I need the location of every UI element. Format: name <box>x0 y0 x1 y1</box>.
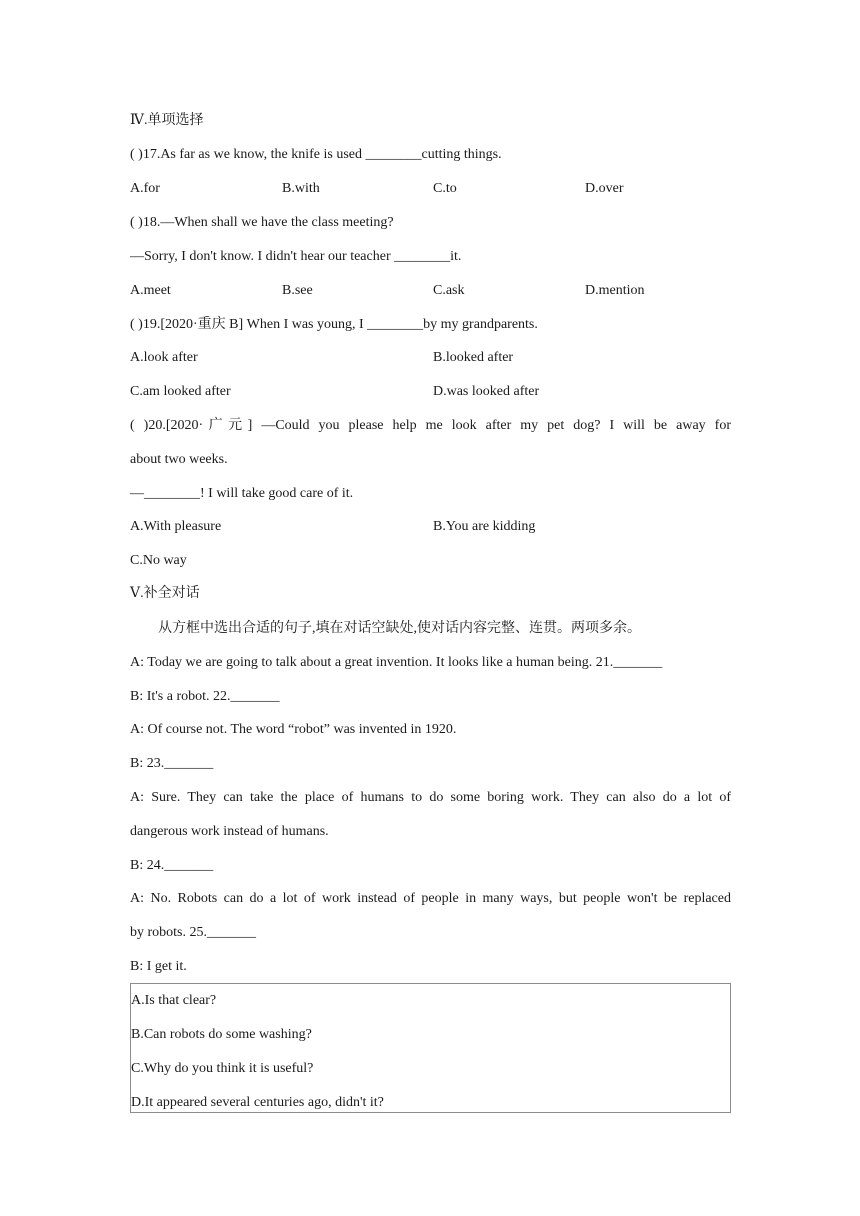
dialogue-line: B: I get it. <box>130 959 187 974</box>
dialogue-line: B: 24._______ <box>130 858 214 873</box>
section-5-heading: Ⅴ.补全对话 <box>130 586 200 601</box>
q19-option-d: D.was looked after <box>433 384 540 399</box>
question-20-stem-cont: about two weeks. <box>130 452 228 467</box>
dialogue-line: B: It's a robot. 22._______ <box>130 689 280 704</box>
section-5-instruction: 从方框中选出合适的句子,填在对话空缺处,使对话内容完整、连贯。两项多余。 <box>158 621 641 636</box>
q19-option-b: B.looked after <box>433 350 514 365</box>
q17-option-b: B.with <box>282 181 320 196</box>
options-box <box>130 983 731 1113</box>
q18-option-b: B.see <box>282 283 313 298</box>
q19-option-c: C.am looked after <box>130 384 231 399</box>
dialogue-line: B: 23._______ <box>130 756 214 771</box>
q17-option-a: A.for <box>130 181 160 196</box>
q18-option-c: C.ask <box>433 283 465 298</box>
dialogue-line: dangerous work instead of humans. <box>130 824 329 839</box>
question-20-stem: ( )20.[2020·广元] —Could you please help me look after my pet dog? I will be away for <box>130 418 731 433</box>
box-option-c: C.Why do you think it is useful? <box>131 1061 314 1076</box>
box-option-d: D.It appeared several centuries ago, didn't it? <box>131 1095 384 1110</box>
question-19-stem: ( )19.[2020·重庆 B] When I was young, I ________by my grandparents. <box>130 317 538 332</box>
dialogue-line: A: No. Robots can do a lot of work instead of people in many ways, but people won't be replaced <box>130 891 731 906</box>
q17-option-d: D.over <box>585 181 624 196</box>
question-17-stem: ( )17.As far as we know, the knife is used ________cutting things. <box>130 147 502 162</box>
q20-option-a: A.With pleasure <box>130 519 222 534</box>
dialogue-line: A: Sure. They can take the place of humans to do some boring work. They can also do a lot of <box>130 790 731 805</box>
q18-option-a: A.meet <box>130 283 171 298</box>
q18-option-d: D.mention <box>585 283 645 298</box>
dialogue-line: A: Today we are going to talk about a great invention. It looks like a human being. 21._______ <box>130 655 663 670</box>
q17-option-c: C.to <box>433 181 457 196</box>
box-option-b: B.Can robots do some washing? <box>131 1027 312 1042</box>
dialogue-line: by robots. 25._______ <box>130 925 256 940</box>
q20-option-b: B.You are kidding <box>433 519 536 534</box>
question-20-response: —________! I will take good care of it. <box>130 486 354 501</box>
section-4-heading: Ⅳ.单项选择 <box>130 113 204 128</box>
box-option-a: A.Is that clear? <box>131 993 217 1008</box>
question-18-stem: ( )18.—When shall we have the class meeting? <box>130 215 394 230</box>
q20-option-c: C.No way <box>130 553 187 568</box>
dialogue-line: A: Of course not. The word “robot” was invented in 1920. <box>130 722 457 737</box>
question-18-response: —Sorry, I don't know. I didn't hear our teacher ________it. <box>130 249 462 264</box>
q19-option-a: A.look after <box>130 350 198 365</box>
